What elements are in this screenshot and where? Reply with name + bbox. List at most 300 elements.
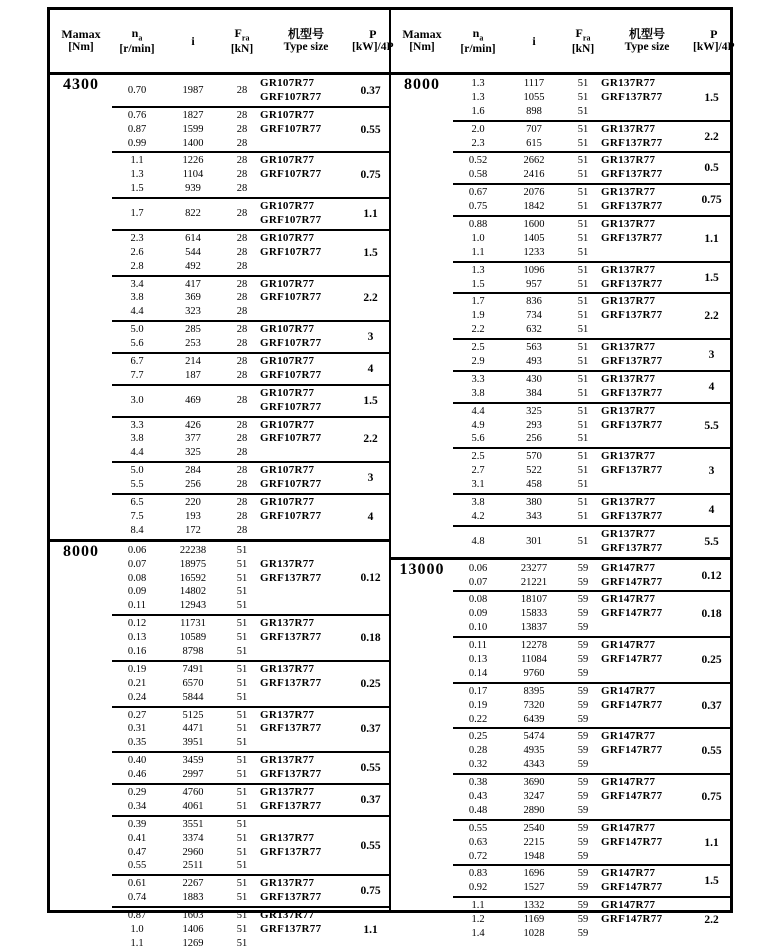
fra-cell: 51 [577, 264, 589, 276]
power-cell: 0.25 [701, 653, 722, 666]
type-size-cell: GR137R77 [601, 372, 656, 385]
na-cell: 0.92 [468, 882, 488, 894]
fra-cell: 51 [236, 709, 248, 721]
na-cell: 1.0 [130, 923, 144, 935]
fra-cell: 51 [577, 296, 589, 308]
i-cell: 293 [526, 419, 542, 431]
na-cell: 3.4 [130, 278, 144, 290]
ratio-group [50, 199, 389, 229]
na-cell: 0.32 [468, 759, 488, 771]
fra-cell: 28 [236, 394, 248, 406]
type-size-cell: GRF137R77 [260, 722, 322, 735]
type-size-cell: GRF137R77 [260, 571, 322, 584]
na-cell: 0.07 [127, 558, 147, 570]
i-cell: 13837 [520, 622, 548, 634]
fra-cell: 59 [577, 699, 589, 711]
type-size-cell: GR107R77 [260, 496, 315, 509]
col-header-line2: [r/min] [119, 42, 155, 55]
na-cell: 5.0 [130, 465, 144, 477]
type-size-cell: GRF147R77 [601, 744, 663, 757]
type-size-cell: GR147R77 [601, 899, 656, 912]
power-cell: 2.2 [704, 914, 719, 927]
type-size-cell: GRF147R77 [601, 575, 663, 588]
na-cell: 0.76 [127, 109, 147, 121]
col-header-line1: i [532, 33, 536, 48]
type-size-cell: GRF147R77 [601, 607, 663, 620]
i-cell: 3459 [182, 755, 204, 767]
ratio-group [50, 785, 389, 815]
type-size-cell: GRF107R77 [260, 337, 322, 350]
i-cell: 2416 [523, 169, 545, 181]
col-header-1 [453, 26, 503, 57]
na-cell: 2.8 [130, 260, 144, 272]
ratio-group [50, 418, 389, 462]
power-cell: 0.55 [360, 123, 381, 136]
fra-cell: 51 [236, 818, 248, 830]
i-cell: 3374 [182, 832, 204, 844]
fra-cell: 51 [577, 433, 589, 445]
i-cell: 493 [526, 356, 542, 368]
i-cell: 939 [185, 183, 201, 195]
i-cell: 256 [526, 433, 542, 445]
i-cell: 325 [185, 447, 201, 459]
na-cell: 1.0 [471, 232, 485, 244]
ratio-group [50, 817, 389, 875]
power-cell: 0.55 [360, 762, 381, 775]
type-size-cell: GRF137R77 [601, 418, 663, 431]
type-size-cell: GR107R77 [260, 108, 315, 121]
fra-cell: 28 [236, 479, 248, 491]
na-cell: 0.17 [468, 685, 488, 697]
col-header-1 [112, 26, 162, 57]
i-cell: 2997 [182, 769, 204, 781]
i-cell: 614 [185, 232, 201, 244]
ratio-group [391, 775, 730, 819]
fra-cell: 28 [236, 447, 248, 459]
type-size-cell: GR147R77 [601, 639, 656, 652]
type-size-cell: GR137R77 [260, 708, 315, 721]
fra-cell: 51 [236, 618, 248, 630]
i-cell: 570 [526, 451, 542, 463]
na-cell: 0.39 [127, 818, 147, 830]
col-header-line1: P [369, 26, 377, 41]
type-size-cell: GR147R77 [601, 776, 656, 789]
power-cell: 0.37 [701, 699, 722, 712]
na-cell: 0.87 [127, 910, 147, 922]
fra-cell: 28 [236, 338, 248, 350]
ratio-group [391, 898, 730, 942]
i-cell: 1400 [182, 137, 204, 149]
na-cell: 0.34 [127, 800, 147, 812]
i-cell: 11731 [180, 618, 206, 630]
i-cell: 1028 [523, 927, 545, 939]
na-cell: 0.06 [468, 562, 488, 574]
type-size-cell: GRF107R77 [260, 432, 322, 445]
na-cell: 2.5 [471, 451, 485, 463]
type-size-cell: GR137R77 [260, 557, 315, 570]
type-size-cell: GRF137R77 [260, 845, 322, 858]
ratio-group [391, 153, 730, 183]
power-cell: 0.18 [701, 608, 722, 621]
fra-cell: 51 [577, 373, 589, 385]
table-right-half [391, 10, 735, 939]
type-size-cell: GRF147R77 [601, 881, 663, 894]
i-cell: 707 [526, 123, 542, 135]
mamax-value: 13000 [399, 560, 445, 578]
fra-cell: 51 [577, 169, 589, 181]
col-header-0 [50, 27, 112, 55]
power-cell: 3 [367, 331, 374, 344]
power-cell: 4 [367, 362, 374, 375]
col-header-line2: [kW]/4P [693, 41, 735, 54]
fra-cell: 59 [577, 804, 589, 816]
col-header-line2: [r/min] [460, 42, 496, 55]
col-header-line1: $n_a$ [131, 25, 143, 42]
na-cell: 0.55 [468, 822, 488, 834]
fra-cell: 59 [577, 713, 589, 725]
power-cell: 0.37 [360, 723, 381, 736]
na-cell: 5.6 [130, 338, 144, 350]
i-cell: 1883 [182, 892, 204, 904]
power-cell: 1.5 [704, 271, 719, 284]
power-cell: 1.5 [704, 875, 719, 888]
type-size-cell: GR137R77 [601, 77, 656, 89]
type-size-cell: GRF137R77 [601, 355, 663, 368]
type-size-cell: GRF137R77 [601, 136, 663, 149]
fra-cell: 51 [577, 187, 589, 199]
ratio-group [50, 753, 389, 783]
na-cell: 2.7 [471, 465, 485, 477]
i-cell: 7491 [182, 663, 204, 675]
i-cell: 2511 [182, 860, 204, 872]
power-cell: 0.75 [701, 790, 722, 803]
fra-cell: 51 [236, 723, 248, 735]
fra-cell: 59 [577, 900, 589, 912]
type-size-cell: GR137R77 [260, 831, 315, 844]
i-cell: 3690 [523, 777, 545, 789]
fra-cell: 51 [236, 755, 248, 767]
col-header-2 [162, 34, 224, 48]
ratio-group [391, 185, 730, 215]
na-cell: 4.2 [471, 510, 485, 522]
fra-cell: 28 [236, 324, 248, 336]
na-cell: 1.1 [130, 937, 144, 949]
fra-cell: 59 [577, 927, 589, 939]
fra-cell: 51 [236, 878, 248, 890]
na-cell: 0.58 [468, 169, 488, 181]
fra-cell: 51 [236, 937, 248, 949]
fra-cell: 28 [236, 306, 248, 318]
power-cell: 0.12 [360, 572, 381, 585]
i-cell: 469 [185, 394, 201, 406]
fra-cell: 51 [236, 737, 248, 749]
type-size-cell: GR107R77 [260, 323, 315, 336]
power-cell: 1.1 [363, 923, 378, 936]
type-size-cell: GR147R77 [601, 867, 656, 880]
na-cell: 1.1 [471, 246, 485, 258]
mamax-value: 8000 [404, 76, 440, 93]
fra-cell: 28 [236, 123, 248, 135]
i-cell: 430 [526, 373, 542, 385]
type-size-cell: GRF107R77 [260, 122, 322, 135]
fra-cell: 51 [577, 278, 589, 290]
fra-cell: 28 [236, 278, 248, 290]
fra-cell: 51 [236, 600, 248, 612]
col-header-line1: $n_a$ [472, 25, 484, 42]
col-header-line2: [kN] [571, 42, 595, 55]
fra-cell: 51 [236, 677, 248, 689]
na-cell: 0.11 [128, 600, 146, 612]
type-size-cell: GR137R77 [601, 122, 656, 135]
table-header-row [391, 10, 735, 75]
na-cell: 0.43 [468, 790, 488, 802]
ratio-group [50, 662, 389, 706]
type-size-cell: GRF137R77 [601, 231, 663, 244]
col-header-line1: 机型号 [628, 26, 665, 41]
col-header-line1: P [710, 26, 718, 41]
na-cell: 3.8 [130, 433, 144, 445]
i-cell: 285 [185, 324, 201, 336]
na-cell: 0.99 [127, 137, 147, 149]
na-cell: 0.74 [127, 892, 147, 904]
fra-cell: 28 [236, 137, 248, 149]
fra-cell: 51 [577, 479, 589, 491]
type-size-cell: GR107R77 [260, 418, 315, 431]
fra-cell: 51 [577, 155, 589, 167]
na-cell: 3.8 [471, 387, 485, 399]
col-header-line1: i [191, 33, 195, 48]
power-cell: 5.5 [704, 419, 719, 432]
na-cell: 2.6 [130, 246, 144, 258]
i-cell: 253 [185, 338, 201, 350]
i-cell: 220 [185, 497, 201, 509]
fra-cell: 51 [236, 572, 248, 584]
type-size-cell: GRF137R77 [260, 891, 322, 904]
i-cell: 4343 [523, 759, 545, 771]
na-cell: 0.13 [127, 632, 147, 644]
fra-cell: 51 [236, 923, 248, 935]
mamax-section-8000 [391, 75, 730, 560]
fra-cell: 51 [236, 586, 248, 598]
na-cell: 0.87 [127, 123, 147, 135]
ratio-group [391, 561, 730, 591]
col-header-line2: [kN] [230, 42, 254, 55]
fra-cell: 28 [236, 232, 248, 244]
gearmotor-spec-table [47, 7, 735, 949]
type-size-cell: GRF147R77 [601, 789, 663, 802]
fra-cell: 51 [577, 123, 589, 135]
ratio-group [391, 449, 730, 493]
col-header-4 [601, 27, 693, 55]
fra-cell: 59 [577, 653, 589, 665]
i-cell: 1842 [523, 201, 545, 213]
power-cell: 0.37 [360, 793, 381, 806]
type-size-cell: GRF137R77 [601, 168, 663, 181]
type-size-cell: GRF137R77 [260, 676, 322, 689]
power-cell: 1.1 [363, 208, 378, 221]
ratio-group [50, 231, 389, 275]
i-cell: 16592 [179, 572, 207, 584]
type-size-cell: GR107R77 [260, 464, 315, 477]
fra-cell: 59 [577, 622, 589, 634]
i-cell: 214 [185, 356, 201, 368]
fra-cell: 51 [236, 544, 248, 556]
power-cell: 3 [708, 465, 715, 478]
i-cell: 4760 [182, 786, 204, 798]
i-cell: 325 [526, 405, 542, 417]
i-cell: 18975 [179, 558, 207, 570]
ratio-group [391, 495, 730, 525]
fra-cell: 59 [577, 745, 589, 757]
na-cell: 0.10 [468, 622, 488, 634]
na-cell: 0.88 [468, 219, 488, 231]
power-cell: 4 [708, 380, 715, 393]
i-cell: 1096 [523, 264, 545, 276]
na-cell: 1.6 [471, 105, 485, 117]
table-left-half [50, 10, 394, 949]
type-size-cell: GRF107R77 [260, 245, 322, 258]
ratio-group [391, 821, 730, 865]
na-cell: 0.29 [127, 786, 147, 798]
na-cell: 4.8 [471, 535, 485, 547]
na-cell: 3.3 [471, 373, 485, 385]
fra-cell: 28 [236, 524, 248, 536]
ratio-group [50, 153, 389, 197]
i-cell: 12943 [179, 600, 207, 612]
i-cell: 1226 [182, 155, 204, 167]
i-cell: 10589 [179, 632, 207, 644]
i-cell: 1827 [182, 109, 204, 121]
power-cell: 0.75 [360, 169, 381, 182]
fra-cell: 51 [577, 510, 589, 522]
i-cell: 284 [185, 465, 201, 477]
type-size-cell: GR147R77 [601, 593, 656, 606]
na-cell: 0.48 [468, 804, 488, 816]
i-cell: 1948 [523, 850, 545, 862]
i-cell: 417 [185, 278, 201, 290]
type-size-cell: GR137R77 [601, 341, 656, 354]
col-header-line2: [kW]/4P [352, 41, 394, 54]
type-size-cell: GR147R77 [601, 561, 656, 574]
type-size-cell: GR137R77 [601, 404, 656, 417]
i-cell: 187 [185, 369, 201, 381]
fra-cell: 51 [236, 786, 248, 798]
na-cell: 0.09 [468, 608, 488, 620]
col-header-3 [565, 26, 601, 57]
type-size-cell: GRF137R77 [601, 200, 663, 213]
i-cell: 380 [526, 497, 542, 509]
type-size-cell: GRF107R77 [260, 291, 322, 304]
power-cell: 3 [708, 349, 715, 362]
fra-cell: 28 [236, 433, 248, 445]
fra-cell: 28 [236, 356, 248, 368]
type-size-cell: GR137R77 [601, 263, 656, 276]
i-cell: 1055 [523, 91, 545, 103]
i-cell: 563 [526, 342, 542, 354]
na-cell: 0.19 [468, 699, 488, 711]
power-cell: 0.55 [701, 745, 722, 758]
na-cell: 0.13 [468, 653, 488, 665]
na-cell: 5.5 [130, 479, 144, 491]
i-cell: 2960 [182, 846, 204, 858]
na-cell: 0.06 [127, 544, 147, 556]
na-cell: 0.08 [468, 594, 488, 606]
fra-cell: 59 [577, 868, 589, 880]
power-cell: 2.2 [704, 130, 719, 143]
i-cell: 12278 [520, 640, 548, 652]
fra-cell: 28 [236, 169, 248, 181]
col-header-3 [224, 26, 260, 57]
fra-cell: 59 [577, 562, 589, 574]
i-cell: 544 [185, 246, 201, 258]
na-cell: 0.22 [468, 713, 488, 725]
col-header-2 [503, 34, 565, 48]
ratio-group [391, 729, 730, 773]
i-cell: 2890 [523, 804, 545, 816]
na-cell: 8.4 [130, 524, 144, 536]
power-cell: 4 [708, 503, 715, 516]
fra-cell: 51 [577, 246, 589, 258]
type-size-cell: GR137R77 [601, 527, 656, 540]
power-cell: 0.5 [704, 162, 719, 175]
na-cell: 1.3 [130, 169, 144, 181]
na-cell: 3.1 [471, 479, 485, 491]
i-cell: 615 [526, 137, 542, 149]
fra-cell: 51 [236, 846, 248, 858]
col-header-5 [352, 27, 394, 55]
i-cell: 4471 [182, 723, 204, 735]
type-size-cell: GR137R77 [260, 909, 315, 922]
power-cell: 3 [367, 472, 374, 485]
power-cell: 0.37 [360, 84, 381, 97]
na-cell: 2.9 [471, 356, 485, 368]
na-cell: 0.25 [468, 731, 488, 743]
fra-cell: 59 [577, 576, 589, 588]
type-size-cell: GRF147R77 [601, 913, 663, 926]
ratio-group [50, 386, 389, 416]
type-size-cell: GR107R77 [260, 231, 315, 244]
i-cell: 3247 [523, 790, 545, 802]
fra-cell: 51 [577, 78, 589, 89]
i-cell: 1696 [523, 868, 545, 880]
ratio-group [391, 866, 730, 896]
ratio-group [391, 638, 730, 682]
na-cell: 0.75 [468, 201, 488, 213]
i-cell: 343 [526, 510, 542, 522]
type-size-cell: GR147R77 [601, 684, 656, 697]
na-cell: 1.4 [471, 927, 485, 939]
fra-cell: 59 [577, 790, 589, 802]
fra-cell: 59 [577, 850, 589, 862]
na-cell: 0.31 [127, 723, 147, 735]
i-cell: 957 [526, 278, 542, 290]
na-cell: 4.4 [130, 306, 144, 318]
mamax-section-4300 [50, 75, 389, 542]
table-header-row [50, 10, 394, 75]
fra-cell: 51 [236, 910, 248, 922]
type-size-cell: GR107R77 [260, 154, 315, 167]
type-size-cell: GRF107R77 [260, 214, 322, 227]
na-cell: 0.72 [468, 850, 488, 862]
type-size-cell: GRF107R77 [260, 368, 322, 381]
ratio-group [391, 404, 730, 448]
na-cell: 1.7 [130, 208, 144, 220]
fra-cell: 28 [236, 497, 248, 509]
na-cell: 0.35 [127, 737, 147, 749]
i-cell: 4061 [182, 800, 204, 812]
na-cell: 2.3 [130, 232, 144, 244]
fra-cell: 51 [577, 342, 589, 354]
